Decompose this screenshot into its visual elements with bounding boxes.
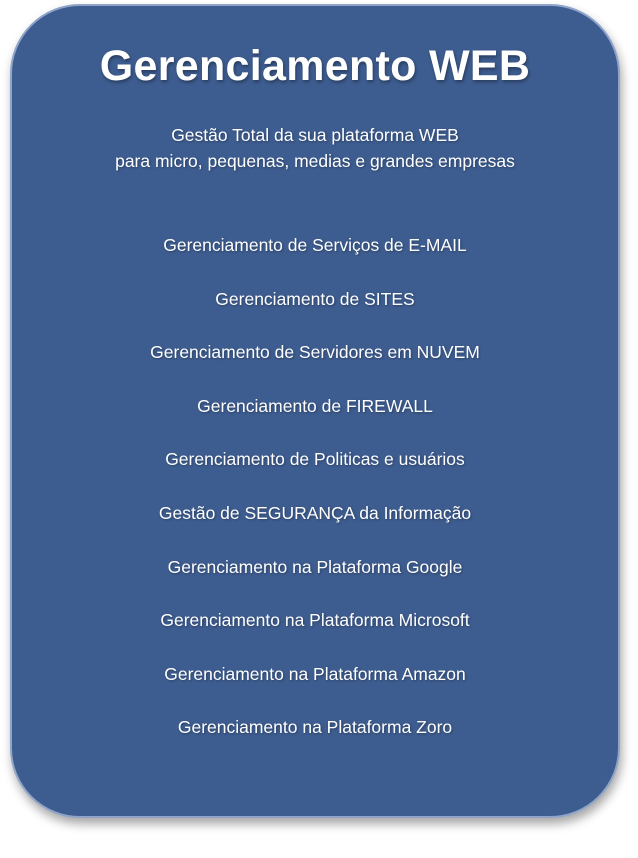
service-item-cloud-servers: Gerenciamento de Servidores em NUVEM — [150, 342, 480, 363]
subtitle-line-1: Gestão Total da sua plataforma WEB — [171, 125, 459, 145]
subtitle-line-2: para micro, pequenas, medias e grandes empresas — [115, 151, 515, 171]
subtitle — [12, 122, 618, 174]
service-item-security: Gestão de SEGURANÇA da Informação — [158, 502, 472, 523]
service-item-policies-users: Gerenciamento de Politicas e usuários — [165, 449, 465, 470]
service-item-sites: Gerenciamento de SITES — [215, 288, 415, 309]
services-list — [12, 230, 618, 766]
service-item-email: Gerenciamento de Serviços de E-MAIL — [163, 235, 467, 255]
service-item-firewall: Gerenciamento de FIREWALL — [197, 395, 433, 416]
service-card — [10, 4, 620, 818]
service-item-microsoft: Gerenciamento na Plataforma Microsoft — [160, 610, 470, 631]
service-item-amazon: Gerenciamento na Plataforma Amazon — [164, 663, 466, 684]
service-item-google: Gerenciamento na Plataforma Google — [167, 556, 463, 577]
page-title: Gerenciamento WEB — [99, 42, 531, 90]
service-item-zoro: Gerenciamento na Plataforma Zoro — [177, 717, 453, 738]
